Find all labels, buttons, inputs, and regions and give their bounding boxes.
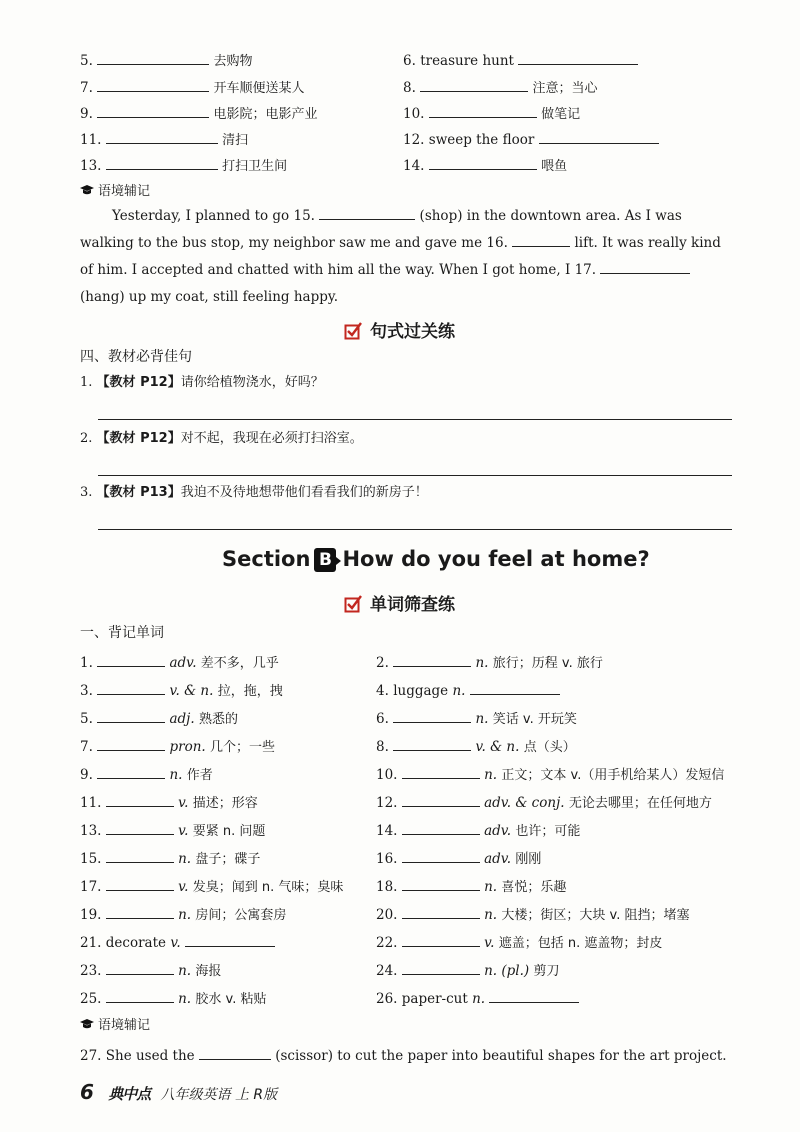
- answer-blank[interactable]: [429, 155, 537, 170]
- item-number: 18.: [376, 879, 398, 895]
- vocab-item: [80, 50, 253, 71]
- word-item: [80, 848, 260, 869]
- chinese-meaning: 剪刀: [533, 964, 560, 979]
- chinese-meaning: 笑话 v. 开玩笑: [492, 712, 577, 727]
- answer-blank[interactable]: [402, 820, 480, 835]
- part-of-speech: n.: [484, 879, 498, 895]
- chinese-meaning: 海报: [195, 964, 222, 979]
- item-number: 22.: [376, 935, 398, 951]
- context-memo-heading-2: 语境辅记: [80, 1017, 150, 1035]
- answer-blank[interactable]: [393, 736, 471, 751]
- phrase-text: sweep the floor: [428, 132, 535, 148]
- answer-blank[interactable]: [470, 680, 560, 695]
- sentence-subtitle: 四、教材必背佳句: [80, 349, 192, 365]
- chinese-meaning: 喂鱼: [541, 159, 568, 174]
- word-item: [80, 904, 286, 925]
- word-item: [80, 960, 221, 981]
- item-number: 5.: [80, 711, 93, 727]
- sentence-text: 请你给植物浇水，好吗？: [180, 375, 324, 390]
- chinese-meaning: 差不多，几乎: [200, 656, 279, 671]
- word-item: [80, 932, 275, 952]
- item-27: 27. She used the (scissor) to cut the paper into beautiful shapes for the art project.: [80, 1045, 727, 1065]
- item-number: 1.: [80, 375, 93, 390]
- part-of-speech: v. & n.: [169, 683, 214, 699]
- chinese-meaning: 拉，拖，拽: [217, 684, 283, 699]
- item-number: 4.: [376, 683, 389, 699]
- answer-blank[interactable]: [97, 50, 209, 65]
- answer-blank[interactable]: [402, 848, 480, 863]
- part-of-speech: n.: [178, 963, 192, 979]
- chinese-meaning: 大楼；街区；大块 v. 阻挡；堵塞: [501, 908, 690, 923]
- chinese-meaning: 胶水 v. 粘贴: [195, 992, 267, 1007]
- word-item: [80, 708, 238, 729]
- chinese-meaning: 旅行；历程 v. 旅行: [492, 656, 603, 671]
- answer-blank[interactable]: [106, 129, 218, 144]
- item-number: 2.: [376, 655, 389, 671]
- chinese-meaning: 无论去哪里；在任何地方: [568, 796, 712, 811]
- item-number: 2.: [80, 431, 93, 446]
- item-number: 5.: [80, 53, 93, 69]
- answer-blank[interactable]: [106, 960, 174, 975]
- word-item: [80, 680, 283, 701]
- textbook-tag: 【教材 P12】: [96, 375, 181, 390]
- checkbox-check-icon: [344, 322, 362, 340]
- answer-line[interactable]: [98, 419, 732, 420]
- answer-blank[interactable]: [393, 708, 471, 723]
- answer-blank[interactable]: [97, 652, 165, 667]
- word-item: [80, 764, 213, 785]
- word-item: [376, 988, 579, 1008]
- part-of-speech: adv.: [169, 655, 197, 671]
- item-number: 3.: [80, 485, 93, 500]
- vocab-item: [403, 50, 638, 70]
- vocab-item: [80, 155, 287, 176]
- answer-blank[interactable]: [393, 652, 471, 667]
- part-of-speech: pron.: [169, 739, 206, 755]
- book-title: 八年级英语 上 R版: [160, 1087, 278, 1103]
- page-footer: [80, 1080, 277, 1104]
- answer-blank[interactable]: [489, 988, 579, 1003]
- textbook-tag: 【教材 P13】: [96, 485, 181, 500]
- part-of-speech: v.: [178, 795, 189, 811]
- blank-17[interactable]: [600, 259, 690, 274]
- answer-blank[interactable]: [420, 77, 528, 92]
- context-passage: Yesterday, I planned to go 15. (shop) in the downtown area. As I was walking to the bus stop, my neighbor saw me and gave me 16. lift. It was really kind of him. I accepted and chatted with him all the way. When I got home, I 17. (hang) up my coat, still feeling happy.: [80, 203, 732, 311]
- word-item: [80, 988, 266, 1009]
- item-number: 24.: [376, 963, 398, 979]
- item-number: 13.: [80, 158, 102, 174]
- brand-logo: 典中点: [108, 1085, 151, 1103]
- item-number: 8.: [403, 80, 416, 96]
- word-item: [376, 736, 576, 757]
- word-practice-heading: 单词筛查练: [344, 595, 455, 614]
- checkbox-check-icon: [344, 595, 362, 613]
- part-of-speech: n.: [178, 851, 192, 867]
- word-item: [376, 932, 662, 953]
- word-item: [376, 848, 541, 869]
- sentence-item: [80, 484, 428, 502]
- word-item: [376, 792, 712, 813]
- answer-line[interactable]: [98, 529, 732, 530]
- item-number: 11.: [80, 132, 102, 148]
- item-number: 13.: [80, 823, 102, 839]
- part-of-speech: v. & n.: [475, 739, 520, 755]
- vocab-item: [80, 77, 305, 98]
- chinese-meaning: 要紧 n. 问题: [192, 824, 266, 839]
- word-item: [376, 876, 566, 897]
- chinese-meaning: 遮盖；包括 n. 遮盖物；封皮: [498, 936, 663, 951]
- item-number: 9.: [80, 767, 93, 783]
- vocab-item: [403, 129, 659, 149]
- part-of-speech: n.: [472, 991, 486, 1007]
- word-item: [80, 876, 343, 897]
- item-number: 11.: [80, 795, 102, 811]
- chinese-meaning: 做笔记: [541, 107, 581, 122]
- vocab-item: [403, 77, 598, 98]
- item-number: 9.: [80, 106, 93, 122]
- chinese-meaning: 打扫卫生间: [222, 159, 288, 174]
- part-of-speech: n.: [452, 683, 466, 699]
- item-number: 6.: [403, 53, 416, 69]
- item-number: 8.: [376, 739, 389, 755]
- answer-blank[interactable]: [106, 792, 174, 807]
- chinese-meaning: 盘子；碟子: [195, 852, 261, 867]
- graduation-cap-icon: [80, 184, 94, 196]
- item-number: 12.: [403, 132, 425, 148]
- part-of-speech: v.: [484, 935, 495, 951]
- section-letter-badge: B: [314, 548, 336, 572]
- chinese-meaning: 房间；公寓套房: [195, 908, 287, 923]
- part-of-speech: adv. & conj.: [484, 795, 565, 811]
- word-item: [376, 820, 580, 841]
- chinese-meaning: 几个；一些: [210, 740, 276, 755]
- vocab-item: [403, 103, 580, 124]
- answer-blank[interactable]: [97, 103, 209, 118]
- part-of-speech: adv.: [484, 851, 512, 867]
- answer-blank[interactable]: [106, 155, 218, 170]
- item-number: 17.: [80, 879, 102, 895]
- word-item: [80, 736, 275, 757]
- word-text: decorate: [105, 935, 167, 951]
- vocab-item: [403, 155, 567, 176]
- word-item: [80, 820, 265, 841]
- item-number: 7.: [80, 739, 93, 755]
- part-of-speech: v.: [178, 823, 189, 839]
- item-number: 3.: [80, 683, 93, 699]
- answer-blank[interactable]: [106, 876, 174, 891]
- part-of-speech: n.: [484, 767, 498, 783]
- item-number: 10.: [376, 767, 398, 783]
- chinese-meaning: 注意；当心: [532, 81, 598, 96]
- answer-blank[interactable]: [97, 708, 165, 723]
- answer-blank[interactable]: [402, 904, 480, 919]
- chinese-meaning: 作者: [186, 768, 213, 783]
- answer-blank[interactable]: [429, 103, 537, 118]
- answer-blank[interactable]: [97, 764, 165, 779]
- answer-blank[interactable]: [539, 129, 659, 144]
- item-number: 10.: [403, 106, 425, 122]
- answer-line[interactable]: [98, 475, 732, 476]
- item-number: 7.: [80, 80, 93, 96]
- sentence-item: [80, 430, 363, 448]
- answer-blank[interactable]: [518, 50, 638, 65]
- word-item: [376, 764, 724, 785]
- chinese-meaning: 正文；文本 v.（用手机给某人）发短信: [501, 768, 725, 783]
- chinese-meaning: 发臭；闻到 n. 气味；臭味: [192, 880, 344, 895]
- part-of-speech: adj.: [169, 711, 195, 727]
- answer-blank[interactable]: [402, 932, 480, 947]
- answer-blank[interactable]: [402, 764, 480, 779]
- sentence-text: 我迫不及待地想带他们看看我们的新房子！: [180, 485, 428, 500]
- item-number: 25.: [80, 991, 102, 1007]
- part-of-speech: adv.: [484, 823, 512, 839]
- answer-blank[interactable]: [402, 792, 480, 807]
- item-number: 14.: [403, 158, 425, 174]
- item-number: 15.: [80, 851, 102, 867]
- item-number: 14.: [376, 823, 398, 839]
- vocab-item: [80, 103, 318, 124]
- answer-blank[interactable]: [106, 904, 174, 919]
- phrase-text: treasure hunt: [420, 53, 514, 69]
- vocab-item: [80, 129, 248, 150]
- chinese-meaning: 也许；可能: [515, 824, 581, 839]
- answer-blank[interactable]: [402, 960, 480, 975]
- word-text: paper-cut: [401, 991, 468, 1007]
- answer-blank[interactable]: [106, 820, 174, 835]
- item-number: 26.: [376, 991, 398, 1007]
- context-memo-heading: 语境辅记: [80, 183, 150, 201]
- sentence-item: [80, 374, 324, 392]
- answer-blank[interactable]: [97, 736, 165, 751]
- part-of-speech: v.: [178, 879, 189, 895]
- item-number: 12.: [376, 795, 398, 811]
- item-number: 1.: [80, 655, 93, 671]
- part-of-speech: n.: [178, 907, 192, 923]
- part-of-speech: n.: [475, 655, 489, 671]
- part-of-speech: n.: [475, 711, 489, 727]
- word-item: [376, 652, 603, 673]
- word-item: [80, 792, 258, 813]
- answer-blank[interactable]: [106, 988, 174, 1003]
- part-of-speech: n.: [484, 907, 498, 923]
- word-text: luggage: [393, 683, 449, 699]
- answer-blank[interactable]: [97, 680, 165, 695]
- sentence-text: 对不起，我现在必须打扫浴室。: [180, 431, 363, 446]
- graduation-cap-icon: [80, 1018, 94, 1030]
- item-number: 16.: [376, 851, 398, 867]
- word-item: [376, 680, 560, 700]
- part-of-speech: n.: [169, 767, 183, 783]
- chinese-meaning: 电影院；电影产业: [213, 107, 318, 122]
- blank-16[interactable]: [512, 232, 570, 247]
- chinese-meaning: 开车顺便送某人: [213, 81, 305, 96]
- item-number: 20.: [376, 907, 398, 923]
- blank-15[interactable]: [319, 205, 415, 220]
- chinese-meaning: 点（头）: [523, 740, 576, 755]
- chinese-meaning: 熟悉的: [198, 712, 238, 727]
- chinese-meaning: 喜悦；乐趣: [501, 880, 567, 895]
- item-number: 6.: [376, 711, 389, 727]
- blank-27[interactable]: [199, 1045, 271, 1060]
- chinese-meaning: 刚刚: [515, 852, 542, 867]
- item-number: 21.: [80, 935, 102, 951]
- sentence-practice-heading: 句式过关练: [344, 322, 455, 341]
- textbook-tag: 【教材 P12】: [96, 431, 181, 446]
- page-number: 6: [80, 1080, 94, 1104]
- chinese-meaning: 清扫: [222, 133, 249, 148]
- answer-blank[interactable]: [402, 876, 480, 891]
- part-of-speech: v.: [170, 935, 181, 951]
- chinese-meaning: 去购物: [213, 54, 253, 69]
- section-b-title: Section B How do you feel at home?: [222, 547, 650, 571]
- chinese-meaning: 描述；形容: [192, 796, 258, 811]
- item-number: 23.: [80, 963, 102, 979]
- part-of-speech: n. (pl.): [484, 963, 530, 979]
- part-of-speech: n.: [178, 991, 192, 1007]
- answer-blank[interactable]: [106, 848, 174, 863]
- word-item: [80, 652, 279, 673]
- answer-blank[interactable]: [185, 932, 275, 947]
- word-item: [376, 708, 577, 729]
- word-subtitle: 一、背记单词: [80, 625, 164, 641]
- item-number: 19.: [80, 907, 102, 923]
- answer-blank[interactable]: [97, 77, 209, 92]
- word-item: [376, 960, 559, 981]
- word-item: [376, 904, 689, 925]
